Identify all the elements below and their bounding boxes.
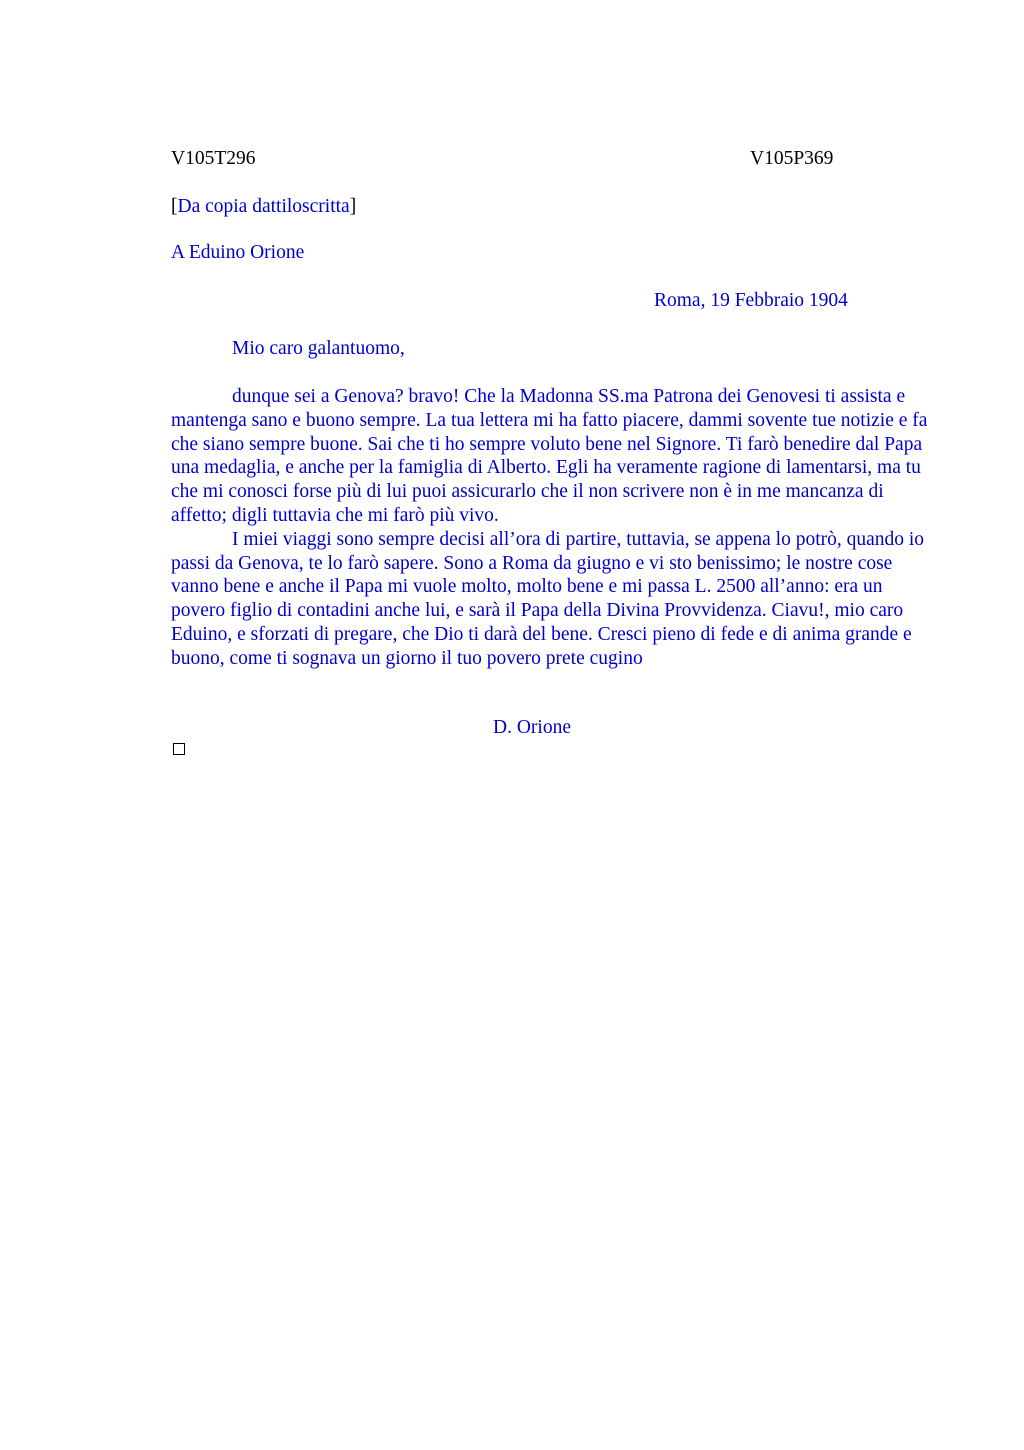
letter-body bbox=[171, 385, 931, 671]
source-close-bracket: ] bbox=[349, 196, 357, 217]
letter-recipient: A Eduino Orione bbox=[171, 242, 305, 263]
source-note bbox=[171, 196, 356, 218]
body-paragraph-1: dunque sei a Genova? bravo! Che la Madonna SS.ma Patrona dei Genovesi ti assista e mantenga sano e buono sempre. La tua lettera mi ha fatto piacere, dammi sovente tue notizie e fa che siano sempre buone. Sai che ti ho sempre voluto bene nel Signore. Ti farò benedire dal Papa una medaglia, e anche per la famiglia di Alberto. Egli ha veramente ragione di lamentarsi, ma tu che mi conosci forse più di lui puoi assicurarlo che il non scrivere non è in me mancanza di affetto; digli tuttavia che mi farò più vivo. bbox=[171, 386, 928, 526]
source-text: Da copia dattiloscritta bbox=[177, 196, 350, 217]
body-paragraph-2: I miei viaggi sono sempre decisi all’ora di partire, tuttavia, se appena lo potrò, quando io passi da Genova, te lo farò sapere. Sono a Roma da giugno e vi sto benissimo; le nostre cose vanno bene e anche il Papa mi vuole molto, molto bene e mi passa L. 2500 all’anno: era un povero figlio di contadini anche lui, e sarà il Papa della Divina Provvidenza. Ciavu!, mio caro Eduino, e sforzati di pregare, che Dio ti darà del bene. Cresci pieno di fede e di anima grande e buono, come ti sognava un giorno il tuo povero prete cugino bbox=[171, 528, 925, 669]
letter-salutation: Mio caro galantuomo, bbox=[232, 338, 405, 359]
letter-date: Roma, 19 Febbraio 1904 bbox=[654, 290, 848, 311]
letter-signature: D. Orione bbox=[493, 717, 571, 738]
source-open-bracket: [ bbox=[171, 196, 178, 217]
document-code-right: V105P369 bbox=[750, 148, 834, 169]
document-code-left: V105T296 bbox=[171, 148, 256, 169]
end-of-text-box-icon bbox=[173, 743, 185, 755]
